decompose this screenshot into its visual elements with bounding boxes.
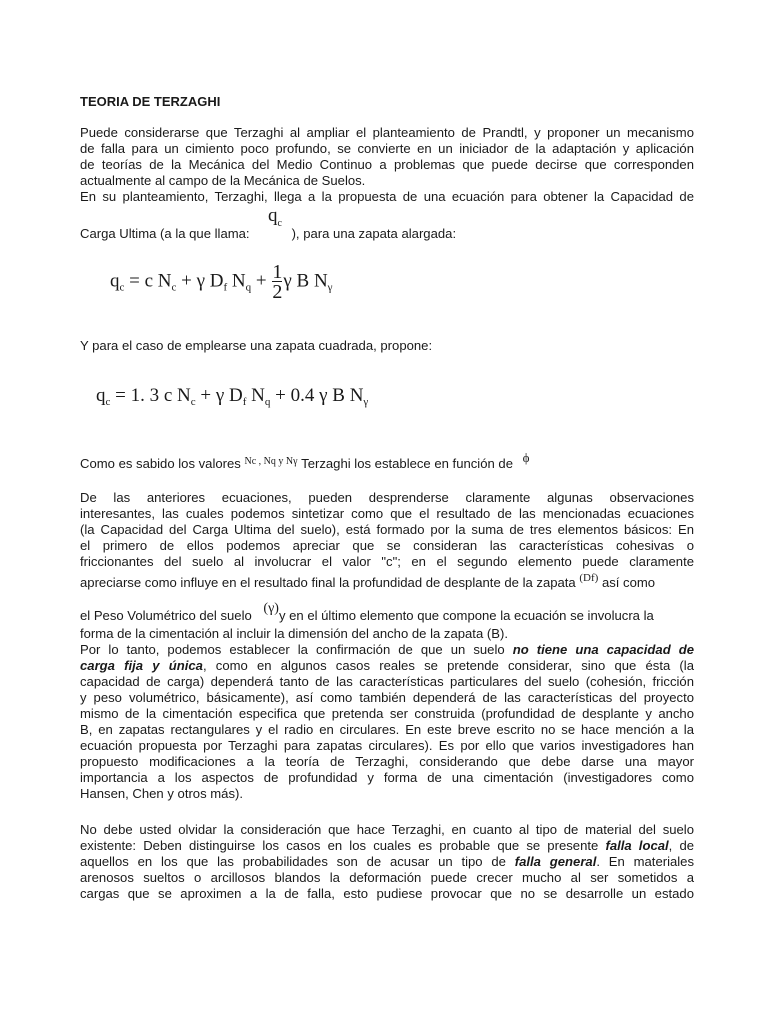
text-fragment: Por lo tanto, podemos establecer la confirmación de que un suelo: [80, 642, 505, 657]
paragraph-intro: [80, 125, 694, 205]
text-fragment: , de: [668, 838, 695, 853]
eq-sub: γ: [327, 281, 333, 294]
paragraph-observations: [80, 490, 694, 570]
df-symbol: (Df): [579, 572, 599, 584]
phi-symbol: ϕ: [522, 450, 530, 465]
paragraph-factors: [80, 450, 694, 474]
eq-term: = c N: [124, 270, 172, 292]
text-line: el primero de ellos podemos apreciar que se consideran las características cohesivas o: [80, 538, 694, 553]
paragraph-observations-end: [80, 626, 694, 802]
text-fragment: Terzaghi los establece en función de: [301, 456, 513, 471]
text-line: arenosos sueltos o arcillosos blandos la deformación puede crecer mucho al ser sometidos a: [80, 870, 694, 885]
text-fragment: existente: Deben distinguirse los casos en los cuales es probable que se presente: [80, 838, 599, 853]
text-line: actualmente al campo de la Mecánica de Suelos.: [80, 173, 366, 188]
text-line: Puede considerarse que Terzaghi al ampliar el planteamiento de Prandtl, y proponer un mecanismo: [80, 125, 694, 140]
text-fragment: ), para una zapata alargada:: [291, 226, 457, 241]
text-fragment: el Peso Volumétrico del suelo: [80, 608, 252, 623]
text-line: de falla para un cimiento poco profundo, se convierte en un iniciador de la adaptación y aplicación: [80, 141, 694, 156]
fraction-denominator: 2: [272, 281, 283, 303]
text-line: mismo de la cimentación especifica que pretenda ser construida (profundidad de desplante y ancho: [80, 706, 694, 721]
eq-sub: c: [190, 396, 196, 408]
emphasis-text: falla local: [605, 838, 669, 853]
text-line: B, en zapatas rectangulares y el radio en circulares. En este breve escrito no se hace mención a la: [80, 722, 694, 737]
eq-sub: γ: [363, 396, 369, 408]
text-fragment: , como en algunos casos reales se pretende considerar, sino que ésta (la: [202, 658, 694, 673]
eq-term: γ B N: [283, 270, 328, 292]
paragraph-observations-gamma: [80, 601, 694, 625]
eq-term: + 0.4 γ B N: [270, 385, 364, 406]
text-line: [80, 838, 694, 854]
text-fragment: apreciarse como influye en el resultado final la profundidad de desplante de la zapata: [80, 575, 576, 590]
eq-sub: c: [119, 281, 125, 294]
qc-sub: c: [277, 217, 282, 229]
bearing-factors-symbols: Nc , Nq y Nγ: [244, 456, 298, 467]
eq-sub: f: [242, 396, 247, 408]
text-line: [80, 658, 694, 674]
equation-strip-footing: [110, 262, 333, 302]
eq-sub: q: [264, 396, 271, 408]
text-line: de teorías de la Mecánica del Medio Continuo a problemas que puede decirse que corresponden: [80, 157, 694, 172]
paragraph-observations-df: [80, 572, 694, 592]
text-line: [80, 642, 694, 658]
eq-term: q: [110, 270, 120, 292]
eq-sub: c: [105, 396, 111, 408]
eq-term: + γ D: [176, 270, 224, 292]
text-line: y peso volumétrico, básicamente), así como también dependerá de las características del proyecto: [80, 690, 694, 705]
text-fragment: . En materiales: [596, 854, 695, 869]
qc-base: q: [268, 205, 278, 226]
emphasis-text: no tiene una capacidad de: [512, 642, 695, 657]
eq-term: q: [96, 385, 106, 406]
text-fragment: Carga Ultima (a la que llama:: [80, 226, 250, 241]
text-fragment: así como: [601, 575, 656, 590]
text-line: En su planteamiento, Terzaghi, llega a la propuesta de una ecuación para obtener la Capacidad de: [80, 189, 694, 204]
fraction-numerator: 1: [272, 261, 283, 283]
text-fragment: y en el último elemento que compone la ecuación se involucra la: [278, 608, 654, 623]
gamma-symbol: (γ): [263, 601, 279, 616]
text-line: friccionantes del suelo al involucrar el valor "c"; en el segundo elemento puede claramente: [80, 554, 694, 569]
eq-sub: f: [223, 281, 228, 294]
fraction-one-half: [272, 262, 282, 302]
text-line: propuesto modificaciones a la teoría de Terzaghi, considerando que debe darse una mayor: [80, 754, 694, 769]
eq-sub: c: [171, 281, 177, 294]
emphasis-text: carga fija y única: [80, 658, 203, 673]
eq-term: N: [227, 270, 246, 292]
text-line: capacidad de carga) dependerá tanto de las características particulares del suelo (cohesión, fricción: [80, 674, 694, 689]
eq-sub: q: [245, 281, 252, 294]
text-line: No debe usted olvidar la consideración que hace Terzaghi, en cuanto al tipo de material del suelo: [80, 822, 694, 837]
text-line: De las anteriores ecuaciones, pueden desprenderse claramente algunas observaciones: [80, 490, 694, 505]
emphasis-text: falla general: [514, 854, 597, 869]
eq-term: = 1. 3 c N: [110, 385, 191, 406]
text-line: (la Capacidad del Carga Ultima del suelo), está formado por la suma de tres elementos básicos: En: [80, 522, 694, 537]
text-line: interesantes, las cuales podemos sintetizar como que el resultado de las mencionadas ecuaciones: [80, 506, 694, 521]
equation-square-footing: [96, 385, 369, 410]
eq-term: + γ D: [195, 385, 243, 406]
document-title: TEORIA DE TERZAGHI: [80, 94, 221, 109]
text-line: importancia a los aspectos de profundidad y forma de una cimentación (investigadores como: [80, 770, 694, 785]
text-fragment: aquellos en los que las probabilidades son de acusar un tipo de: [80, 854, 506, 869]
text-line: ecuación propuesta por Terzaghi para zapatas circulares). Es por ello que varios investigadores han: [80, 738, 694, 753]
eq-term: +: [251, 270, 272, 292]
paragraph-failure-types: [80, 822, 694, 902]
paragraph-square-footing: Y para el caso de emplearse una zapata cuadrada, propone:: [80, 338, 433, 353]
paragraph-carga-ultima: [80, 226, 694, 242]
text-line: [80, 854, 694, 870]
text-line: forma de la cimentación al incluir la dimensión del ancho de la zapata (B).: [80, 626, 508, 641]
eq-term: N: [246, 385, 265, 406]
text-fragment: Como es sabido los valores: [80, 456, 241, 471]
text-line: cargas que se aproximen a la de falla, esto pudiese provocar que no se desarrolle un estado: [80, 886, 694, 901]
text-line: Hansen, Chen y otros más).: [80, 786, 244, 801]
